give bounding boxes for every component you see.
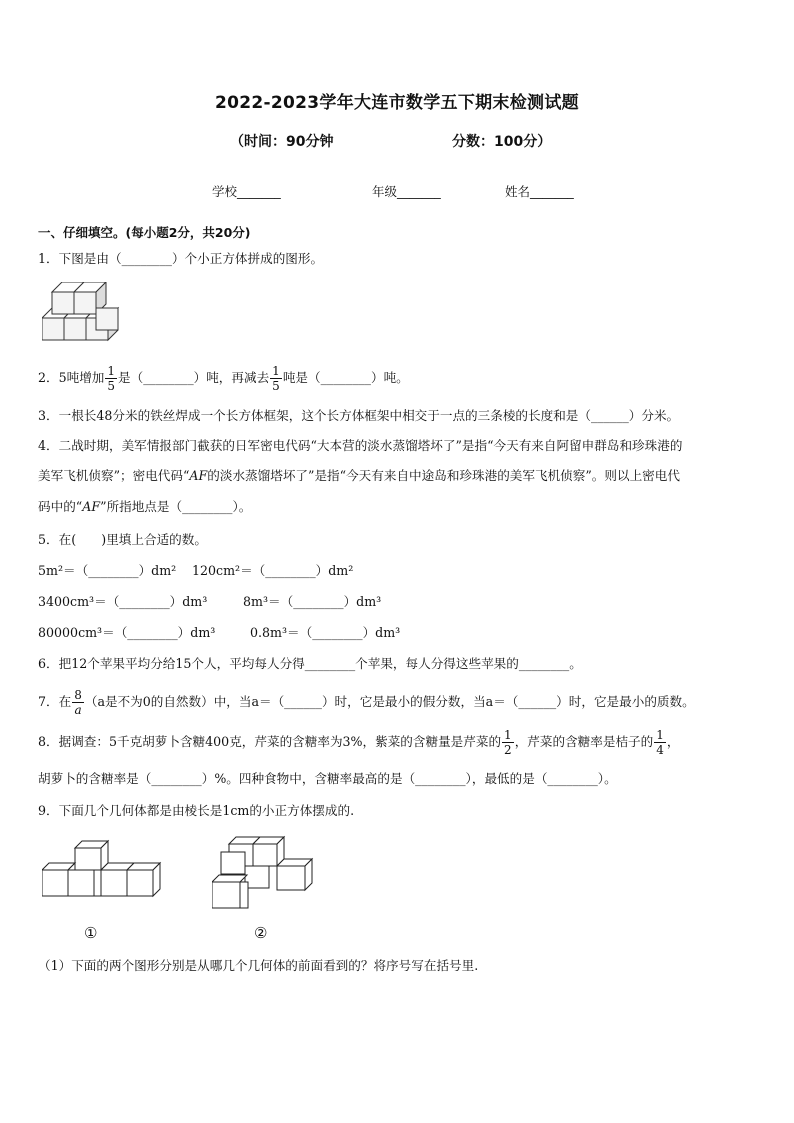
q4-l3a: 码中的“ [38, 499, 83, 514]
q8-part3: ， [666, 734, 680, 749]
q8-frac2-num: 1 [656, 728, 664, 742]
q4-af-code: AF [189, 468, 208, 483]
q8-frac1-num: 1 [504, 728, 512, 742]
q2-frac2-num: 1 [272, 364, 280, 378]
q2-frac1-num: 1 [107, 364, 116, 378]
q5-row2-a: 3400cm³＝（________）dm³ [38, 594, 208, 609]
q9-figure-2 [212, 834, 317, 912]
question-5-heading: 5．在( )里填上合适的数。 [38, 532, 207, 547]
question-6: 6．把12个苹果平均分给15个人，平均每人分得________个苹果，每人分得这些苹果的________。 [38, 656, 582, 671]
question-9: 9．下面几个几何体都是由棱长是1cm的小正方体摆成的. [38, 803, 355, 818]
q1-cube-figure [42, 282, 132, 346]
q5-row1-b: 120cm²＝（________）dm² [192, 563, 354, 578]
q4-l2a: 美军飞机侦察”；密电代码“ [38, 468, 190, 483]
question-9-sub-1: （1）下面的两个图形分别是从哪几个几何体的前面看到的？将序号写在括号里. [38, 958, 479, 973]
school-field: 学校_______ [212, 184, 281, 199]
question-1: 1．下图是由（________）个小正方体拼成的图形。 [38, 251, 324, 266]
exam-time: （时间：90分钟 [230, 134, 334, 150]
q2-fraction-2 [270, 364, 282, 393]
q8-frac1-den: 2 [504, 743, 512, 757]
grade-field: 年级_______ [372, 184, 441, 199]
q5-row3-b: 0.8m³＝（________）dm³ [250, 625, 401, 640]
q9-label-2: ② [254, 924, 268, 942]
question-4-line-2 [38, 468, 680, 484]
q8-part2: ，芹菜的含糖率是桔子的 [514, 734, 654, 749]
q5-row2-b: 8m³＝（________）dm³ [243, 594, 382, 609]
q2-frac2-den: 5 [272, 379, 280, 393]
q8-part1: 8．据调查：5千克胡萝卜含糖400克，芹菜的含糖率为3%，紫菜的含糖量是芹菜的 [38, 734, 502, 749]
q4-l2b: 的淡水蒸馏塔坏了”是指“今天有来自中途岛和珍珠港的美军飞机侦察”。则以上密电代 [207, 468, 680, 483]
q8-fraction-1 [502, 728, 514, 757]
section-heading: 一、仔细填空。(每小题2分，共20分) [38, 225, 251, 240]
question-8-line-2: 胡萝卜的含糖率是（________）%。四种食物中，含糖率最高的是（________），最低的是（________）。 [38, 771, 617, 786]
name-field: 姓名_______ [505, 184, 574, 199]
exam-title: 2022-2023学年大连市数学五下期末检测试题 [215, 93, 579, 113]
q5-row1-a: 5m²＝（________）dm² [38, 563, 177, 578]
q7-frac-num: 8 [74, 688, 82, 702]
q8-frac2-den: 4 [656, 743, 664, 757]
question-3: 3．一根长48分米的铁丝焊成一个长方体框架，这个长方体框架中相交于一点的三条棱的长度和是（______）分米。 [38, 408, 680, 423]
q7-fraction [72, 688, 84, 717]
q5-row3-a: 80000cm³＝（________）dm³ [38, 625, 216, 640]
q7-part1: 7．在 [38, 694, 72, 709]
q7-frac-den: a [74, 703, 82, 717]
q9-label-1: ① [84, 924, 98, 942]
q2-frac1-den: 5 [107, 379, 116, 393]
q4-l3b: ”所指地点是（________）。 [100, 499, 252, 514]
q9-figure-1 [42, 834, 162, 904]
q2-part3: 吨是（________）吨。 [282, 370, 409, 385]
q7-part2: （a是不为0的自然数）中，当a＝（______）时，它是最小的假分数，当a＝（______）时，它是最小的质数。 [84, 694, 695, 709]
q2-fraction-1 [105, 364, 117, 393]
q2-part2: 是（________）吨，再减去 [118, 370, 270, 385]
question-4-line-1: 4．二战时期，美军情报部门截获的日军密电代码“大本营的淡水蒸馏塔坏了”是指“今天有来自阿留申群岛和珍珠港的 [38, 438, 683, 453]
question-8-line-1 [38, 728, 679, 757]
q2-part1: 2．5吨增加 [38, 370, 105, 385]
question-4-line-3 [38, 499, 251, 515]
exam-score: 分数：100分） [452, 134, 552, 150]
question-2 [38, 364, 409, 393]
q8-fraction-2 [654, 728, 666, 757]
q4-af-code-2: AF [82, 499, 101, 514]
question-7 [38, 688, 695, 717]
